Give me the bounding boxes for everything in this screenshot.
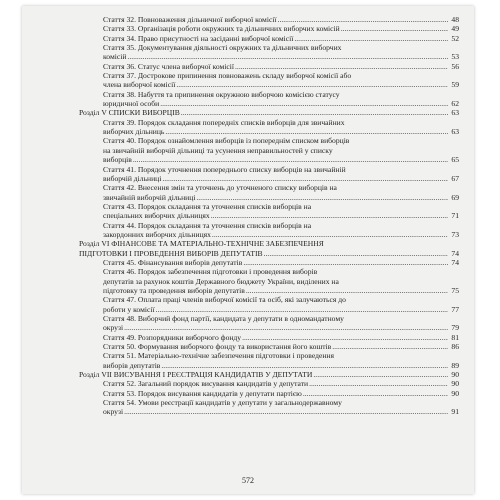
toc-entry-line: [79, 108, 459, 117]
toc-page-number: 63: [451, 127, 459, 137]
toc-entry-text: комісій: [103, 52, 127, 62]
toc-page-number: 49: [451, 24, 459, 34]
toc-entry-text: члена виборчої комісії: [103, 80, 176, 90]
dot-leader: [124, 323, 448, 332]
book-page: [22, 6, 474, 494]
dot-leader: [309, 379, 448, 388]
toc-entry-line: [103, 155, 459, 164]
toc-page-number: 63: [451, 108, 459, 118]
toc-page-number: 90: [451, 388, 459, 398]
toc-entry-text: виборів депутатів: [103, 360, 161, 370]
toc-entry-text: виборчих дільниць: [103, 127, 165, 137]
toc-entry-line: [103, 286, 459, 295]
toc-entry-text: Стаття 33. Організація роботи окружних та дільничних виборчих комісій: [103, 24, 340, 34]
toc-entry-line: [103, 193, 459, 202]
dot-leader: [162, 174, 448, 183]
toc-entry-text: виборців: [103, 155, 132, 165]
toc-entry-line: [79, 370, 459, 379]
toc-entry-text: спеціальних виборчих дільницях: [103, 211, 210, 221]
toc-article-entry: [79, 398, 459, 417]
toc-entry-text: Розділ VII ВИСУВАННЯ І РЕЄСТРАЦІЯ КАНДИДАТІВ У ДЕПУТАТИ: [79, 370, 313, 380]
toc-page-number: 81: [451, 332, 459, 342]
toc-article-entry: [79, 43, 459, 62]
toc-article-entry: [79, 24, 459, 33]
toc-entry-line: [103, 24, 459, 33]
toc-entry-line: [103, 407, 459, 416]
toc-entry-text: Стаття 46. Порядок забезпечення підготовки і проведення виборів: [103, 267, 318, 277]
dot-leader: [313, 370, 448, 379]
dot-leader: [246, 286, 448, 295]
toc-article-entry: [79, 62, 459, 71]
dot-leader: [332, 342, 448, 351]
toc-article-entry: [79, 71, 459, 90]
toc-entry-line: [103, 34, 459, 43]
toc-entry-text: Стаття 54. Умови реєстрації кандидатів у депутати у загальнодержавному: [103, 398, 342, 408]
toc-entry-line: [103, 127, 459, 136]
toc-entry-text: депутатів за рахунок коштів Державного бюджету України, виділених на: [103, 276, 339, 286]
dot-leader: [212, 230, 448, 239]
dot-leader: [165, 127, 448, 136]
toc-entry-text: Стаття 49. Розпорядники виборчого фонду: [103, 332, 242, 342]
toc-page-number: 52: [451, 33, 459, 43]
dot-leader: [127, 52, 448, 61]
toc-section-entry: [79, 108, 459, 117]
toc-entry-text: Стаття 47. Оплата праці членів виборчої комісії та осіб, які залучаються до: [103, 295, 346, 305]
toc-article-entry: [79, 333, 459, 342]
toc-article-entry: [79, 267, 459, 295]
toc-page-number: 90: [451, 370, 459, 380]
dot-leader: [181, 108, 448, 117]
toc-entry-text: Стаття 37. Дострокове припинення повноважень складу виборчої комісії або: [103, 71, 352, 81]
toc-page-number: 86: [451, 342, 459, 352]
toc-entry-text: на звичайній виборчій дільниці та усунення неправильностей у списку: [103, 145, 333, 155]
toc-entry-text: окрузі: [103, 407, 124, 417]
dot-leader: [264, 249, 448, 258]
toc-entry-text: Стаття 50. Формування виборчого фонду та використання його коштів: [103, 342, 332, 352]
toc-entry-text: роботи у комісії: [103, 304, 155, 314]
toc-entry-text: Стаття 42. Внесення змін та уточнень до уточненого списку виборців на: [103, 183, 337, 193]
toc-page-number: 77: [451, 304, 459, 314]
toc-entry-text: Стаття 43. Порядок складання та уточнення списків виборців на: [103, 201, 312, 211]
toc-page-number: 56: [451, 61, 459, 71]
toc-section-entry: [79, 239, 459, 258]
toc-entry-text: Розділ VI ФІНАНСОВЕ ТА МАТЕРІАЛЬНО-ТЕХНІЧНЕ ЗАБЕЗПЕЧЕННЯ: [79, 239, 324, 249]
toc-page-number: 53: [451, 52, 459, 62]
dot-leader: [341, 24, 448, 33]
toc-article-entry: [79, 342, 459, 351]
toc-entry-line: [103, 379, 459, 388]
toc-entry-line: [103, 333, 459, 342]
dot-leader: [176, 80, 448, 89]
toc-page-number: 74: [451, 248, 459, 258]
toc-entry-line: [103, 305, 459, 314]
toc-entry-text: Стаття 35. Документування діяльності окружних та дільничних виборчих: [103, 43, 342, 53]
toc-article-entry: [79, 221, 459, 240]
toc-entry-text: Стаття 36. Статус члена виборчої комісії: [103, 61, 235, 71]
toc-entry-text: виборчій дільниці: [103, 173, 162, 183]
dot-leader: [278, 15, 448, 24]
toc-page-number: 74: [451, 257, 459, 267]
dot-leader: [235, 62, 448, 71]
toc-entry-line: [103, 99, 459, 108]
toc-entry-text: Стаття 39. Порядок складання попередніх списків виборців для звичайних: [103, 117, 345, 127]
toc-page-number: 91: [451, 407, 459, 417]
toc-entry-line: [103, 230, 459, 239]
toc-page-number: 59: [451, 80, 459, 90]
toc-page-number: 79: [451, 323, 459, 333]
toc-entry-text: звичайній виборчій дільниці: [103, 192, 196, 202]
toc-entry-text: Розділ V СПИСКИ ВИБОРЦІВ: [79, 108, 180, 118]
toc-entry-line: [103, 80, 459, 89]
dot-leader: [243, 258, 448, 267]
toc-entry-text: Стаття 45. Фінансування виборів депутатів: [103, 257, 243, 267]
toc-article-entry: [79, 118, 459, 137]
toc-page-number: 75: [451, 285, 459, 295]
toc-entry-line: [103, 174, 459, 183]
dot-leader: [161, 361, 448, 370]
toc-entry-text: Стаття 34. Право присутності на засіданні виборчої комісії: [103, 33, 294, 43]
toc-article-entry: [79, 90, 459, 109]
dot-leader: [211, 211, 448, 220]
toc-article-entry: [79, 183, 459, 202]
toc-article-entry: [79, 314, 459, 333]
dot-leader: [242, 333, 448, 342]
toc-entry-text: Стаття 32. Повноваження дільничної виборчої комісії: [103, 15, 277, 24]
toc-article-entry: [79, 389, 459, 398]
dot-leader: [196, 193, 448, 202]
dot-leader: [133, 155, 448, 164]
toc-entry-text: Стаття 40. Порядок ознайомлення виборців із попереднім списком виборців: [103, 136, 350, 146]
toc-entry-line: [79, 249, 459, 258]
toc-article-entry: [79, 202, 459, 221]
toc-entry-line: [103, 15, 459, 24]
toc-page-number: 48: [451, 15, 459, 24]
toc-article-entry: [79, 258, 459, 267]
toc-entry-line: [103, 258, 459, 267]
toc-entry-text: Стаття 41. Порядок уточнення попереднього списку виборців на звичайній: [103, 164, 346, 174]
toc-page-number: 69: [451, 192, 459, 202]
toc-entry-text: Стаття 48. Виборчий фонд партії, кандидата у депутати в одномандатному: [103, 314, 344, 323]
toc-page-number: 62: [451, 99, 459, 109]
toc-article-entry: [79, 34, 459, 43]
toc-entry-line: [103, 361, 459, 370]
toc-article-entry: [79, 295, 459, 314]
toc-article-entry: [79, 351, 459, 370]
toc-page-number: 90: [451, 379, 459, 389]
dot-leader: [160, 99, 448, 108]
toc-entry-line: [103, 62, 459, 71]
toc-section-entry: [79, 370, 459, 379]
toc-article-entry: [79, 379, 459, 388]
page-number: 572: [242, 476, 254, 485]
toc-entry-text: ПІДГОТОВКИ І ПРОВЕДЕННЯ ВИБОРІВ ДЕПУТАТІВ: [79, 248, 263, 258]
toc-entry-line: [103, 211, 459, 220]
toc-page-number: 71: [451, 211, 459, 221]
dot-leader: [124, 407, 448, 416]
dot-leader: [294, 34, 448, 43]
toc-entry-text: Стаття 51. Матеріально-технічне забезпечення підготовки і проведення: [103, 351, 334, 361]
toc-entry-text: підготовку та проведення виборів депутатів: [103, 285, 245, 295]
dot-leader: [303, 389, 448, 398]
toc-article-entry: [79, 15, 459, 24]
toc-page-number: 73: [451, 229, 459, 239]
toc-entry-text: Стаття 38. Набуття та припинення окружною виборчою комісією статусу: [103, 89, 340, 99]
toc-page-number: 89: [451, 360, 459, 370]
toc-entry-line: [103, 389, 459, 398]
toc-entry-text: Стаття 44. Порядок складання та уточнення списків виборців на: [103, 220, 312, 230]
toc-entry-text: Стаття 52. Загальний порядок висування кандидатів у депутати: [103, 379, 309, 389]
toc-entry-text: Стаття 53. Порядок висування кандидатів у депутати партією: [103, 388, 302, 398]
toc-entry-line: [103, 52, 459, 61]
toc-entry-line: [103, 323, 459, 332]
table-of-contents: [79, 15, 459, 417]
toc-entry-text: закордонних виборчих дільницях: [103, 229, 211, 239]
toc-page-number: 67: [451, 173, 459, 183]
toc-entry-line: [103, 342, 459, 351]
toc-article-entry: [79, 136, 459, 164]
toc-entry-text: окрузі: [103, 323, 124, 333]
dot-leader: [156, 305, 448, 314]
toc-article-entry: [79, 165, 459, 184]
toc-entry-text: юридичної особи: [103, 99, 160, 109]
toc-page-number: 65: [451, 155, 459, 165]
